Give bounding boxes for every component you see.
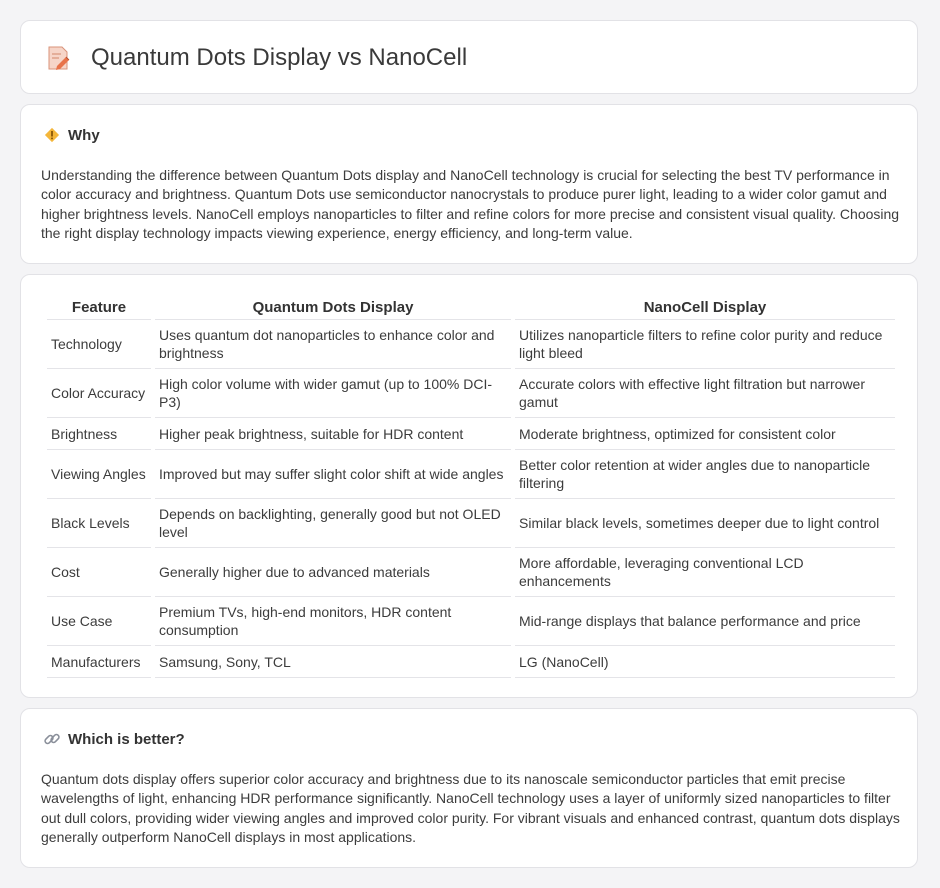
quantum-dots-cell: Uses quantum dot nanoparticles to enhance color and brightness — [155, 320, 511, 369]
table-card — [20, 274, 918, 698]
nanocell-cell: Moderate brightness, optimized for consistent color — [515, 418, 895, 450]
title-row — [47, 43, 467, 73]
feature-cell: Use Case — [47, 597, 151, 646]
quantum-dots-cell: Higher peak brightness, suitable for HDR content — [155, 418, 511, 450]
feature-cell: Black Levels — [47, 499, 151, 548]
nanocell-cell: Utilizes nanoparticle filters to refine color purity and reduce light bleed — [515, 320, 895, 369]
feature-cell: Cost — [47, 548, 151, 597]
column-header-quantum-dots: Quantum Dots Display — [155, 295, 511, 320]
table-row — [47, 369, 895, 418]
table-row — [47, 499, 895, 548]
table-row — [47, 646, 895, 678]
warning-diamond-icon — [43, 126, 61, 144]
quantum-dots-cell: Generally higher due to advanced materials — [155, 548, 511, 597]
comparison-table — [43, 295, 899, 678]
why-heading-row — [43, 126, 100, 144]
column-header-feature: Feature — [47, 295, 151, 320]
why-heading: Why — [68, 126, 100, 144]
table-row — [47, 450, 895, 499]
link-icon — [43, 730, 61, 748]
nanocell-cell: Accurate colors with effective light filtration but narrower gamut — [515, 369, 895, 418]
feature-cell: Brightness — [47, 418, 151, 450]
column-header-nanocell: NanoCell Display — [515, 295, 895, 320]
table-row — [47, 320, 895, 369]
feature-cell: Technology — [47, 320, 151, 369]
quantum-dots-cell: Depends on backlighting, generally good but not OLED level — [155, 499, 511, 548]
nanocell-cell: Mid-range displays that balance performance and price — [515, 597, 895, 646]
feature-cell: Color Accuracy — [47, 369, 151, 418]
why-card — [20, 104, 918, 264]
better-card — [20, 708, 918, 868]
quantum-dots-cell: Premium TVs, high-end monitors, HDR content consumption — [155, 597, 511, 646]
nanocell-cell: Similar black levels, sometimes deeper due to light control — [515, 499, 895, 548]
table-row — [47, 597, 895, 646]
table-header-row — [47, 295, 895, 320]
better-heading-row — [43, 730, 185, 748]
table-row — [47, 418, 895, 450]
nanocell-cell: LG (NanoCell) — [515, 646, 895, 678]
why-text: Understanding the difference between Quantum Dots display and NanoCell technology is crucial for selecting the best TV performance in color accuracy and brightness. Quantum Dots use semiconductor nanocrystals to produce purer light, leading to a wider color gamut and higher brightness levels. NanoCell employs nanoparticles to filter and refine colors for more precise and consistent visual quality. Choosing the right display technology impacts viewing experience, energy efficiency, and long-term value. — [41, 167, 900, 242]
quantum-dots-cell: Improved but may suffer slight color shift at wide angles — [155, 450, 511, 499]
nanocell-cell: Better color retention at wider angles due to nanoparticle filtering — [515, 450, 895, 499]
page-title: Quantum Dots Display vs NanoCell — [91, 44, 468, 71]
better-text: Quantum dots display offers superior color accuracy and brightness due to its nanoscale semiconductor particles that emit precise wavelengths of light, enhancing HDR performance significantly. NanoCell technology uses a layer of uniformly sized nanoparticles to filter out dull colors, providing wider viewing angles and improved color purity. For vibrant visuals and enhanced contrast, quantum dots displays generally outperform NanoCell displays in most applications. — [41, 771, 900, 846]
document-pencil-icon — [47, 44, 71, 72]
quantum-dots-cell: High color volume with wider gamut (up to 100% DCI-P3) — [155, 369, 511, 418]
title-card — [20, 20, 918, 94]
nanocell-cell: More affordable, leveraging conventional LCD enhancements — [515, 548, 895, 597]
table-row — [47, 548, 895, 597]
better-heading: Which is better? — [68, 730, 185, 748]
quantum-dots-cell: Samsung, Sony, TCL — [155, 646, 511, 678]
feature-cell: Manufacturers — [47, 646, 151, 678]
feature-cell: Viewing Angles — [47, 450, 151, 499]
